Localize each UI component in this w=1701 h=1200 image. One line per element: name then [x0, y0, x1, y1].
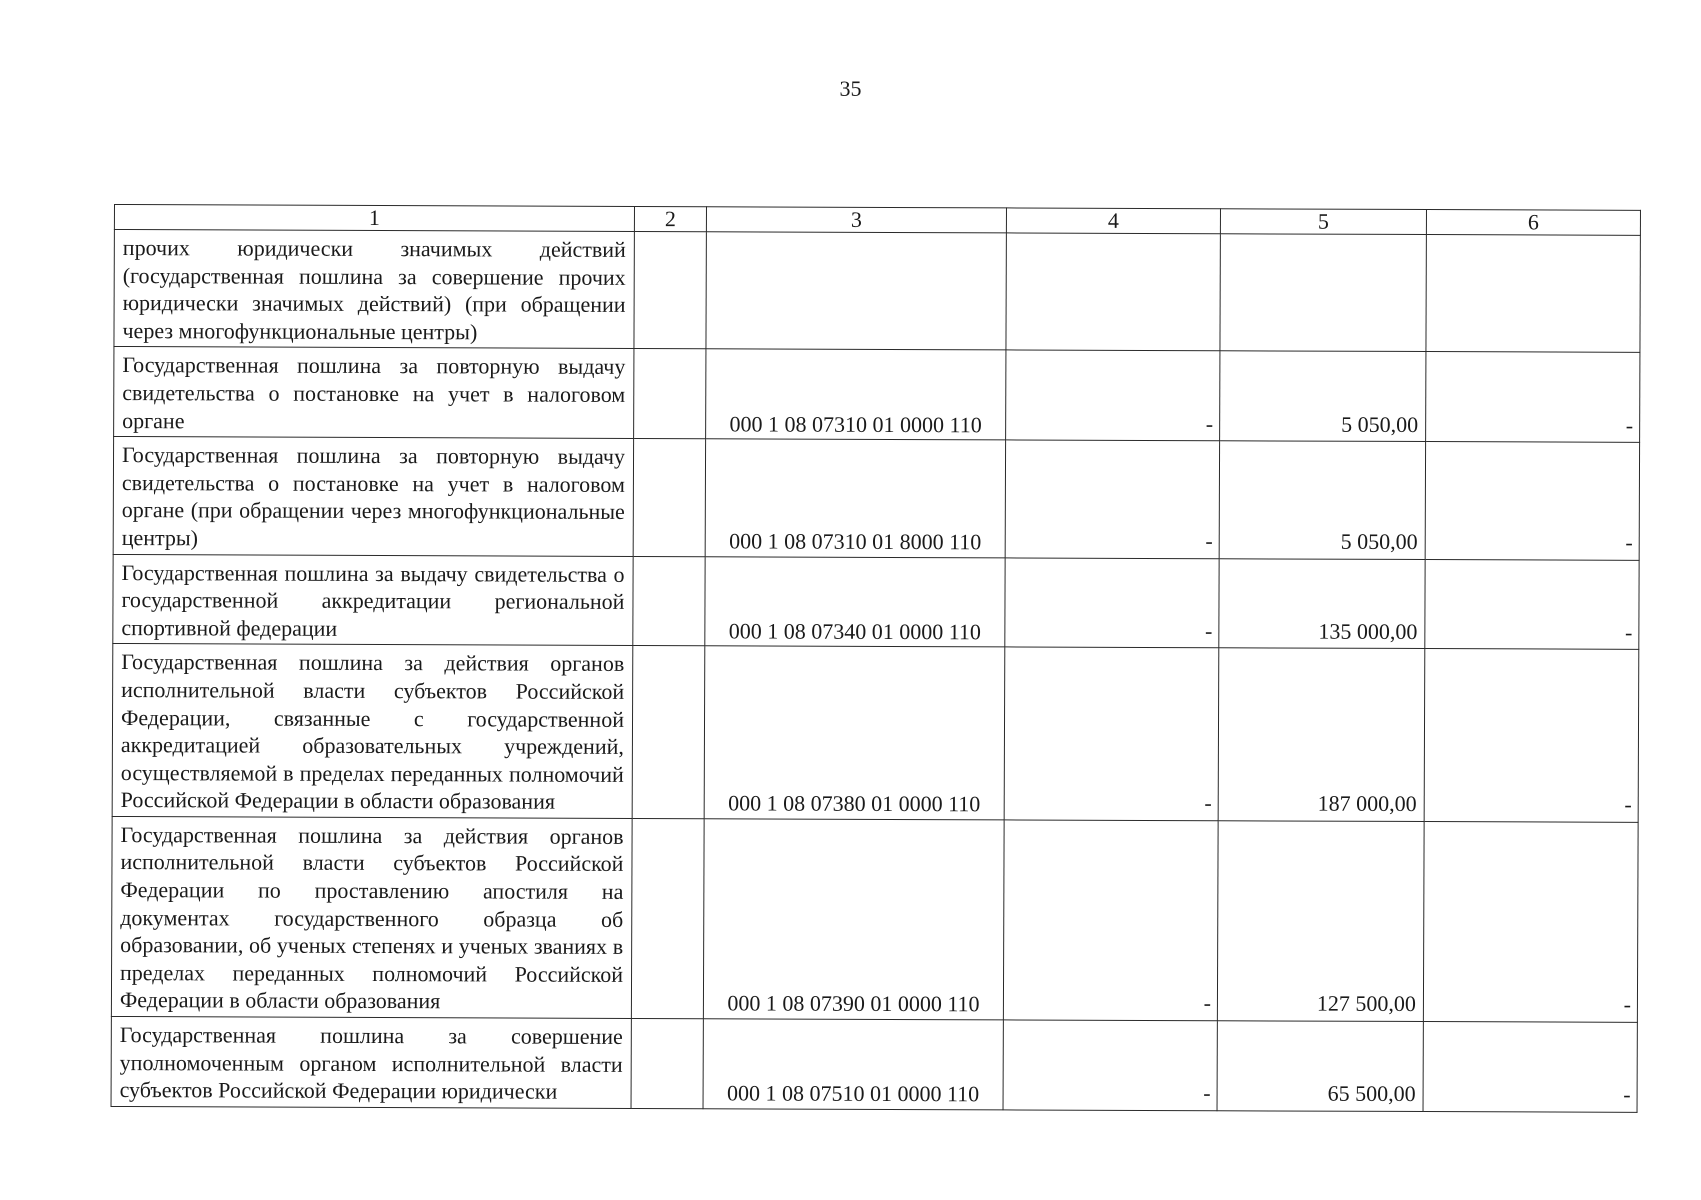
row-code: 000 1 08 07380 01 0000 110: [704, 646, 1005, 820]
row-col6: [1426, 235, 1640, 353]
row-code: 000 1 08 07310 01 8000 110: [705, 439, 1005, 558]
row-name: Государственная пошлина за совершение уполномоченным органом исполнительной власти субъектов Российской Федерации юридически: [111, 1017, 631, 1109]
column-header-5: 5: [1220, 209, 1426, 235]
row-col6: -: [1425, 559, 1639, 650]
row-col4: -: [1003, 1020, 1217, 1111]
row-col6: -: [1423, 1022, 1637, 1113]
row-col2: [632, 646, 705, 819]
row-col5: 5 050,00: [1220, 351, 1426, 442]
row-col6: -: [1424, 649, 1639, 822]
row-col2: [631, 818, 704, 1018]
row-col6: -: [1423, 821, 1638, 1022]
row-col2: [633, 556, 705, 646]
row-col6: -: [1425, 442, 1639, 560]
row-col2: [634, 349, 706, 439]
column-header-4: 4: [1006, 208, 1220, 234]
row-name: Государственная пошлина за повторную выдачу свидетельства о постановке на учет в налоговом органе (при обращении через многофункциональные центры): [113, 437, 633, 556]
row-col4: -: [1006, 350, 1220, 441]
row-name: прочих юридически значимых действий (государственная пошлина за совершение прочих юридически значимых действий) (при обращении через многофункциональные центры): [114, 230, 634, 349]
row-col5: 135 000,00: [1219, 558, 1425, 649]
row-col4: [1006, 233, 1220, 351]
row-col5: 187 000,00: [1218, 648, 1425, 821]
table-row: [113, 437, 1639, 560]
row-name: Государственная пошлина за выдачу свидетельства о государственной аккредитации региональной спортивной федерации: [113, 554, 633, 646]
row-col2: [631, 1019, 703, 1109]
row-code: 000 1 08 07510 01 0000 110: [703, 1019, 1003, 1110]
column-header-2: 2: [634, 206, 706, 231]
row-code: [706, 232, 1006, 351]
row-col4: -: [1005, 440, 1219, 558]
table-body: [111, 230, 1640, 1113]
table-row: [114, 230, 1640, 353]
row-col6: -: [1426, 352, 1640, 443]
row-col5: 65 500,00: [1217, 1021, 1423, 1112]
row-code: 000 1 08 07340 01 0000 110: [705, 556, 1005, 647]
row-col4: -: [1005, 557, 1219, 648]
row-code: 000 1 08 07310 01 0000 110: [706, 349, 1006, 440]
table-row: [111, 1017, 1637, 1113]
row-name: Государственная пошлина за действия органов исполнительной власти субъектов Российской Федерации, связанные с государственной аккредитацией образовательных учреждений, осуществляемой в пределах переданных полномочий Российской Федерации в области образования: [112, 644, 633, 819]
row-col5: 127 500,00: [1217, 821, 1424, 1022]
row-name: Государственная пошлина за повторную выдачу свидетельства о постановке на учет в налоговом органе: [114, 347, 634, 439]
row-col2: [633, 439, 705, 557]
row-name: Государственная пошлина за действия органов исполнительной власти субъектов Российской Федерации по проставлению апостиля на документах государственного образца об образовании, об ученых степенях и ученых званиях в пределах переданных полномочий Российской Федерации в области образования: [111, 816, 632, 1018]
row-col2: [634, 231, 706, 349]
table-row: [114, 347, 1640, 443]
row-col4: -: [1003, 820, 1218, 1021]
row-col5: 5 050,00: [1219, 441, 1425, 559]
page-number: 35: [839, 76, 862, 101]
column-header-1: 1: [114, 205, 634, 232]
table-row: [111, 816, 1638, 1022]
row-col5: [1220, 234, 1426, 352]
column-header-6: 6: [1426, 210, 1640, 236]
budget-table: [111, 204, 1641, 1113]
row-code: 000 1 08 07390 01 0000 110: [703, 819, 1004, 1020]
column-header-3: 3: [706, 207, 1006, 233]
table-row: [113, 554, 1639, 650]
table-row: [112, 644, 1639, 822]
row-col4: -: [1004, 647, 1219, 820]
